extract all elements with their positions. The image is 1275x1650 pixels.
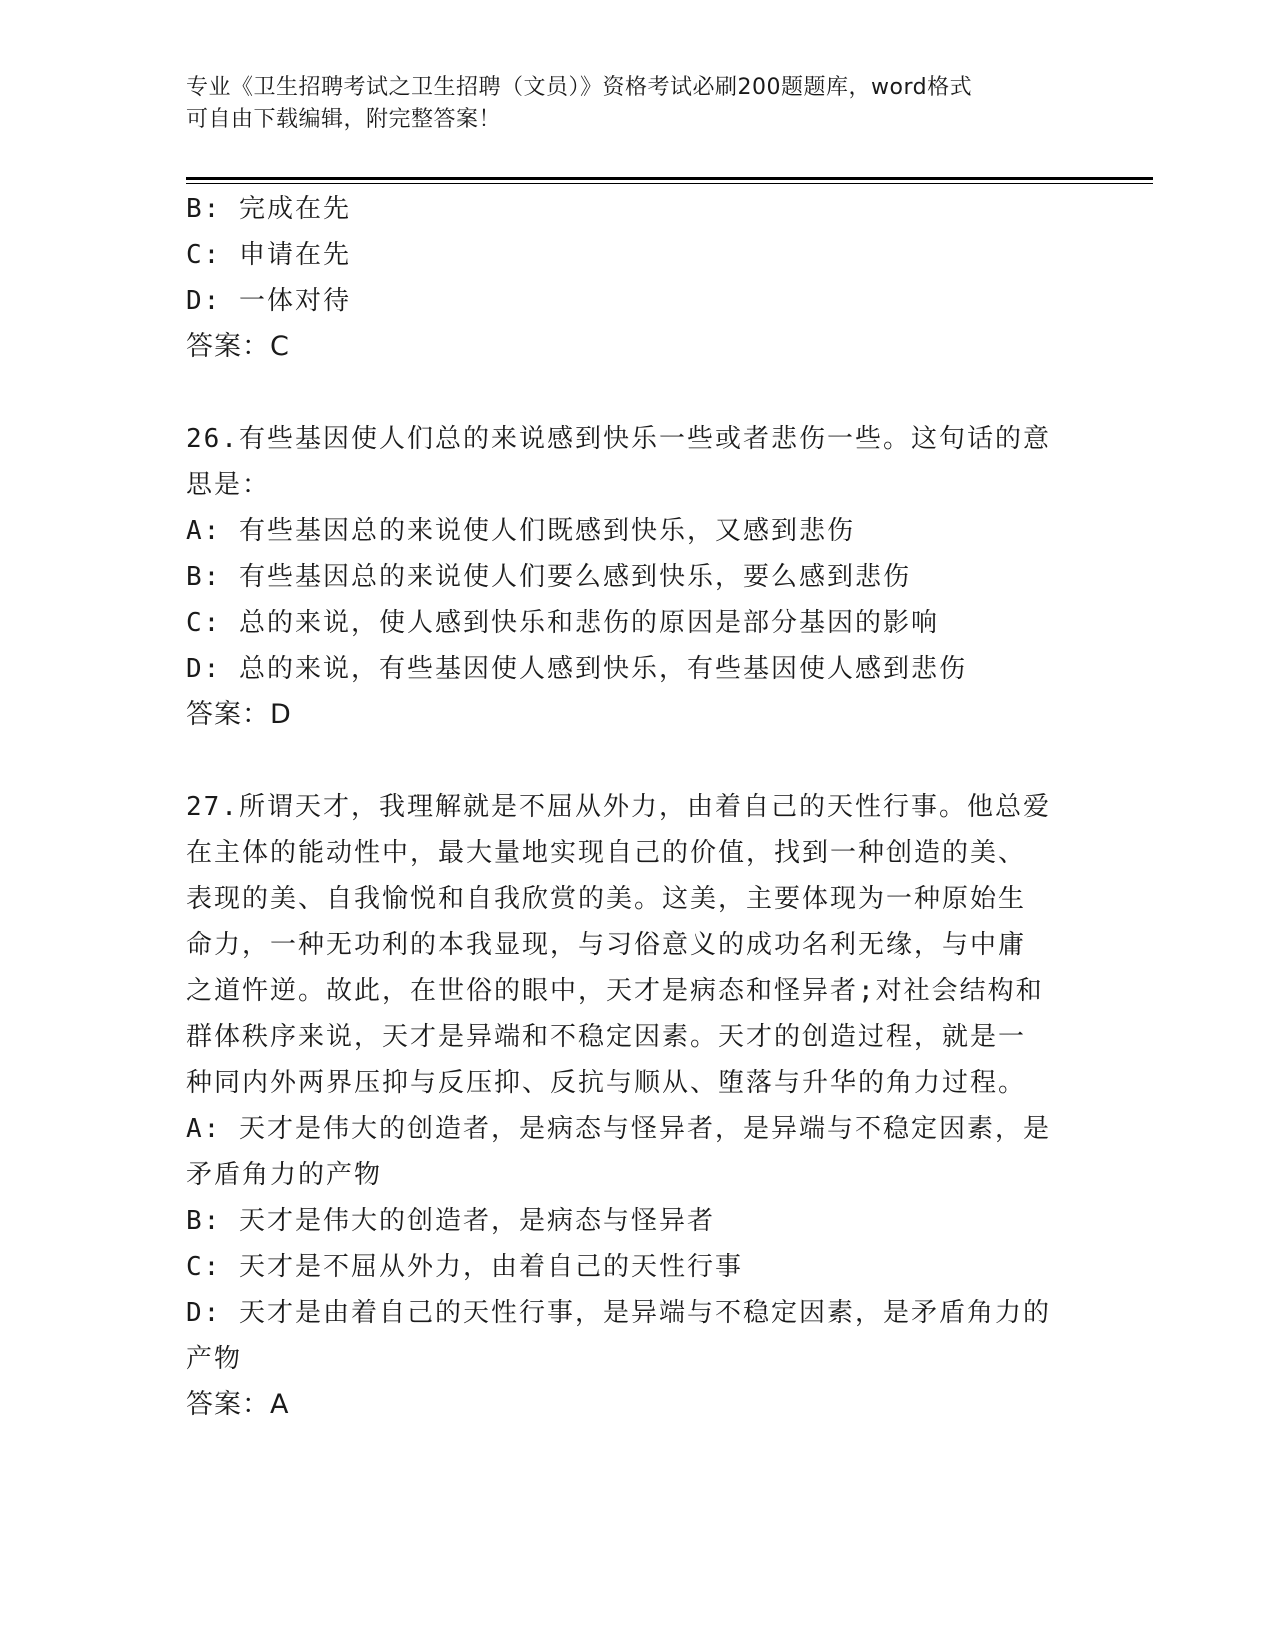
- q27-stem-line-4: 命力，一种无功利的本我显现，与习俗意义的成功名利无缘，与中庸: [186, 930, 1027, 960]
- q27-option-b: B: 天才是伟大的创造者，是病态与怪异者: [186, 1206, 715, 1236]
- q27-stem-line-6: 群体秩序来说，天才是异端和不稳定因素。天才的创造过程，就是一: [186, 1022, 1027, 1052]
- q26-stem-line-2: 思是：: [186, 470, 271, 500]
- document-header: [186, 72, 1066, 136]
- header-line-2: 可自由下载编辑，附完整答案！: [186, 107, 502, 132]
- q26-option-b: B: 有些基因总的来说使人们要么感到快乐，要么感到悲伤: [186, 562, 911, 592]
- q25-answer: 答案：C: [186, 331, 290, 362]
- q27-option-a-line-2: 矛盾角力的产物: [186, 1160, 383, 1190]
- q27-option-d-line-2: 产物: [186, 1344, 243, 1374]
- header-rule-thin: [186, 183, 1153, 184]
- q25-option-c: C: 申请在先: [186, 240, 351, 270]
- question-27: [186, 784, 1076, 1428]
- q27-option-d-line-1: D: 天才是由着自己的天性行事，是异端与不稳定因素，是矛盾角力的: [186, 1298, 1051, 1328]
- q27-stem-line-7: 种同内外两界压抑与反压抑、反抗与顺从、堕落与升华的角力过程。: [186, 1068, 1027, 1098]
- q26-option-a: A: 有些基因总的来说使人们既感到快乐，又感到悲伤: [186, 516, 855, 546]
- header-line-1: 专业《卫生招聘考试之卫生招聘（文员）》资格考试必刷200题题库，word格式: [186, 75, 973, 100]
- spacer: [186, 738, 1076, 784]
- header-rule-thick: [186, 177, 1153, 180]
- q27-answer: 答案：A: [186, 1389, 290, 1420]
- q27-stem-line-1: 27.所谓天才，我理解就是不屈从外力，由着自己的天性行事。他总爱: [186, 792, 1051, 822]
- document-body: [186, 186, 1076, 1428]
- q26-option-c: C: 总的来说，使人感到快乐和悲伤的原因是部分基因的影响: [186, 608, 939, 638]
- q26-answer: 答案：D: [186, 699, 292, 730]
- spacer: [186, 370, 1076, 416]
- q27-option-a-line-1: A: 天才是伟大的创造者，是病态与怪异者，是异端与不稳定因素，是: [186, 1114, 1051, 1144]
- question-25: [186, 186, 1076, 370]
- q26-stem-line-1: 26.有些基因使人们总的来说感到快乐一些或者悲伤一些。这句话的意: [186, 424, 1051, 454]
- q25-option-b: B: 完成在先: [186, 194, 351, 224]
- q27-option-c: C: 天才是不屈从外力，由着自己的天性行事: [186, 1252, 743, 1282]
- q25-option-d: D: 一体对待: [186, 286, 351, 316]
- q27-stem-line-5: 之道忤逆。故此，在世俗的眼中，天才是病态和怪异者;对社会结构和: [186, 976, 1044, 1006]
- question-26: [186, 416, 1076, 738]
- q27-stem-line-2: 在主体的能动性中，最大量地实现自己的价值，找到一种创造的美、: [186, 838, 1027, 868]
- q27-stem-line-3: 表现的美、自我愉悦和自我欣赏的美。这美，主要体现为一种原始生: [186, 884, 1027, 914]
- q26-option-d: D: 总的来说，有些基因使人感到快乐，有些基因使人感到悲伤: [186, 654, 967, 684]
